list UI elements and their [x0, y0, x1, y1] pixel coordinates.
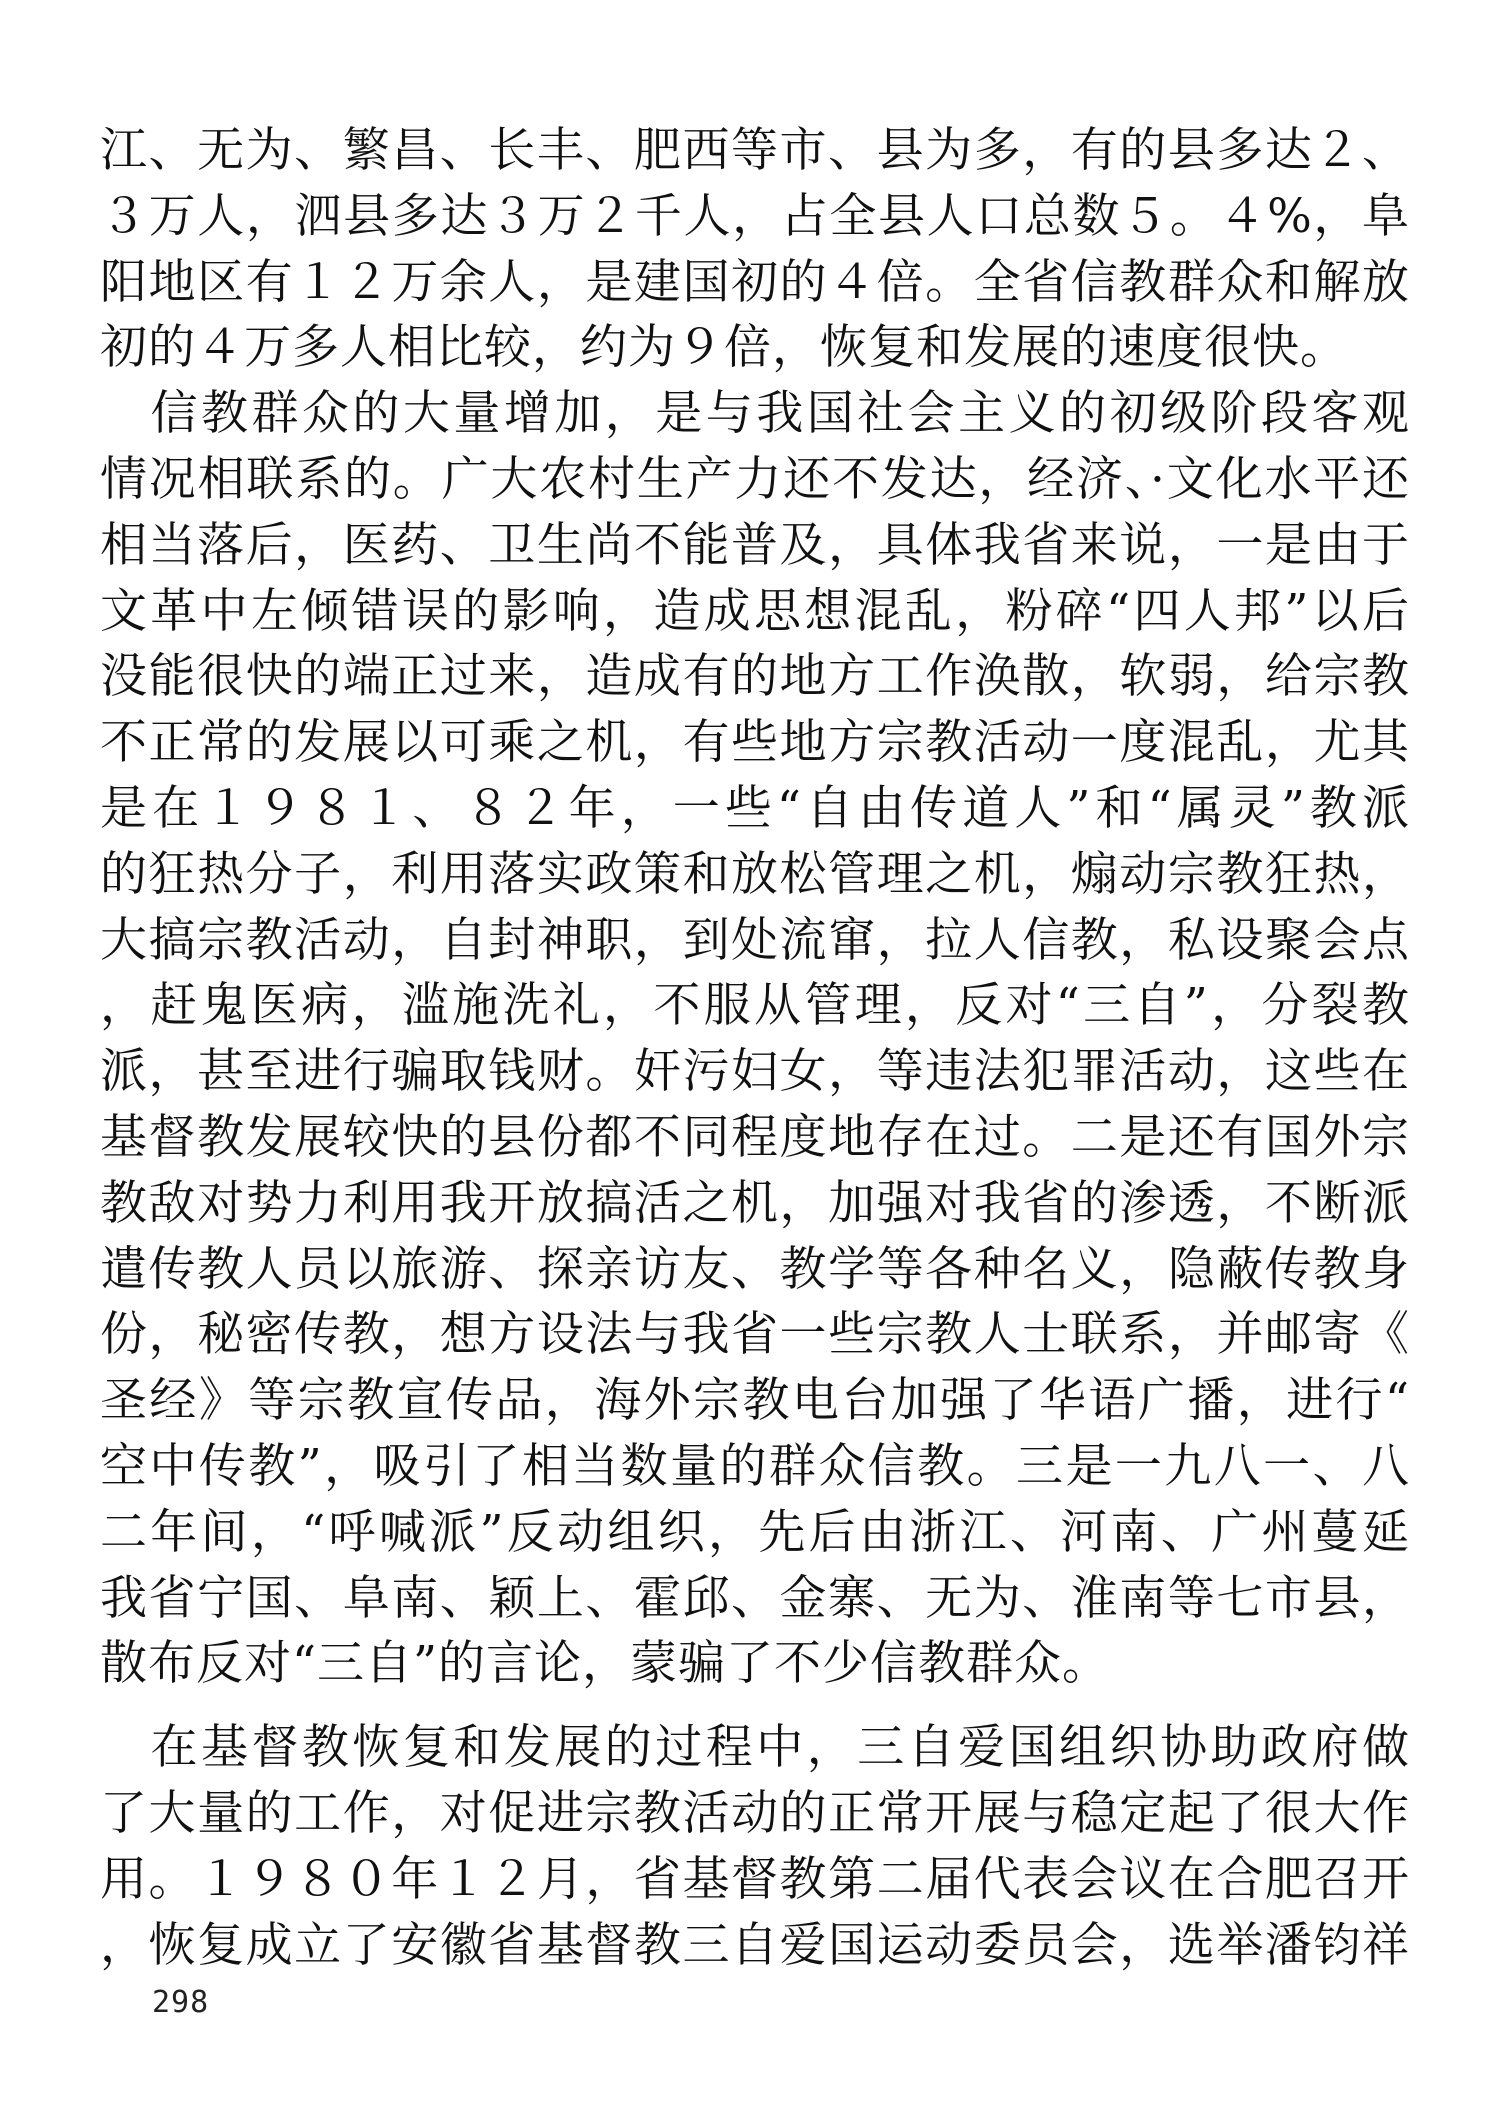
page-number: 298: [152, 1985, 210, 2020]
text-line: 阳地区有１２万余人，是建国初的４倍。全省信教群众和解放: [100, 254, 1410, 310]
paragraph-start-line: 信教群众的大量增加，是与我国社会主义的初级阶段客观: [100, 386, 1410, 442]
text-line: 用。１９８０年１２月，省基督教第二届代表会议在合肥召开: [100, 1851, 1410, 1907]
text-line: 是在１９８１、８２年，一些“自由传道人”和“属灵”教派: [100, 780, 1410, 836]
text-line: 初的４万多人相比较，约为９倍，恢复和发展的速度很快。: [100, 320, 1348, 376]
text-line: ３万人，泗县多达３万２千人，占全县人口总数５。４%，阜: [100, 188, 1410, 244]
text-line: 派，甚至进行骗取钱财。奸污妇女，等违法犯罪活动，这些在: [100, 1044, 1410, 1100]
text-line: 江、无为、繁昌、长丰、肥西等市、县为多，有的县多达２、: [100, 123, 1410, 178]
text-line: 散布反对“三自”的言论，蒙骗了不少信教群众。: [100, 1636, 1111, 1692]
text-line: 文革中左倾错误的影响，造成思想混乱，粉碎“四人邦”以后: [100, 583, 1410, 639]
text-line: 遣传教人员以旅游、探亲访友、教学等各种名义，隐蔽传教身: [100, 1241, 1410, 1297]
text-line: ，赶鬼医病，滥施洗礼，不服从管理，反对“三自”，分裂教: [100, 978, 1410, 1034]
text-line: 的狂热分子，利用落实政策和放松管理之机，煽动宗教狂热，: [100, 846, 1410, 902]
body-text: [100, 118, 1410, 1978]
text-line: 我省宁国、阜南、颖上、霍邱、金寨、无为、淮南等七市县，: [100, 1570, 1410, 1626]
text-line: 基督教发展较快的县份都不同程度地存在过。二是还有国外宗: [100, 1109, 1410, 1165]
text-line: 份，秘密传教，想方设法与我省一些宗教人士联系，并邮寄《: [100, 1307, 1410, 1363]
text-line: 相当落后，医药、卫生尚不能普及，具体我省来说，一是由于: [100, 517, 1410, 573]
text-line: 大搞宗教活动，自封神职，到处流窜，拉人信教，私设聚会点: [100, 912, 1410, 968]
text-line: ，恢复成立了安徽省基督教三自爱国运动委员会，选举潘钧祥: [100, 1917, 1410, 1973]
text-line: 圣经》等宗教宣传品，海外宗教电台加强了华语广播，进行“: [100, 1373, 1410, 1429]
text-line: 不正常的发展以可乘之机，有些地方宗教活动一度混乱，尤其: [100, 715, 1410, 771]
text-line: 没能很快的端正过来，造成有的地方工作涣散，软弱，给宗教: [100, 649, 1410, 705]
text-line: 空中传教”，吸引了相当数量的群众信教。三是一九八一、八: [100, 1438, 1410, 1494]
text-line: 了大量的工作，对促进宗教活动的正常开展与稳定起了很大作: [100, 1785, 1410, 1841]
text-line: 二年间，“呼喊派”反动组织，先后由浙江、河南、广州蔓延: [100, 1504, 1410, 1560]
paragraph-start-line: 在基督教恢复和发展的过程中，三自爱国组织协助政府做: [100, 1720, 1410, 1776]
text-line: 情况相联系的。广大农村生产力还不发达，经济、·文化水平还: [100, 451, 1410, 507]
paragraph-gap: [100, 1697, 1410, 1715]
text-line: 教敌对势力利用我开放搞活之机，加强对我省的渗透，不断派: [100, 1175, 1410, 1231]
